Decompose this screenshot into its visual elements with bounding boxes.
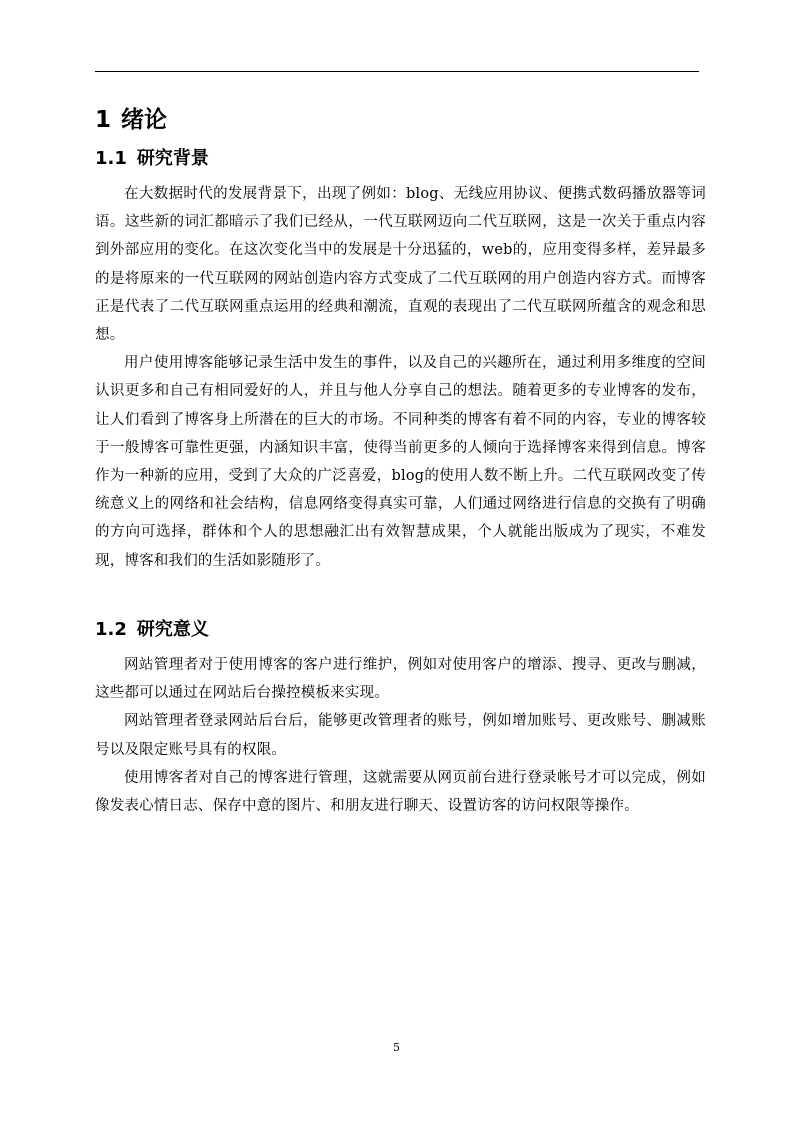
section-body-background <box>95 180 706 575</box>
section-number: 1.2 <box>95 619 127 640</box>
section-title-significance <box>95 617 209 643</box>
chapter-title <box>95 104 167 136</box>
section-body-significance <box>95 651 706 820</box>
chapter-number: 1 <box>95 107 112 133</box>
paragraph: 在大数据时代的发展背景下，出现了例如：blog、无线应用协议、便携式数码播放器等词语。这些新的词汇都暗示了我们已经从，一代互联网迈向二代互联网，这是一次关于重点内容到外部应用的变化。在这次变化当中的发展是十分迅猛的，web的，应用变得多样，差异最多的是将原来的一代互联网的网站创造内容方式变成了二代互联网的用户创造内容方式。而博客正是代表了二代互联网重点运用的经典和潮流，直观的表现出了二代互联网所蕴含的观念和思想。 <box>95 186 706 344</box>
paragraph: 网站管理者对于使用博客的客户进行维护，例如对使用客户的增添、搜寻、更改与删减，这些都可以通过在网站后台操控模板来实现。 <box>95 657 706 702</box>
section-title-background <box>95 146 209 172</box>
paragraph: 网站管理者登录网站后台后，能够更改管理者的账号，例如增加账号、更改账号、删减账号以及限定账号具有的权限。 <box>95 713 706 758</box>
paragraph: 使用博客者对自己的博客进行管理，这就需要从网页前台进行登录帐号才可以完成，例如像发表心情日志、保存中意的图片、和朋友进行聊天、设置访客的访问权限等操作。 <box>95 769 706 815</box>
header-rule <box>95 71 699 72</box>
chapter-title-text: 绪论 <box>121 107 168 133</box>
section-title-text: 研究意义 <box>136 619 209 640</box>
page-number: 5 <box>393 1041 400 1054</box>
paragraph: 用户使用博客能够记录生活中发生的事件，以及自己的兴趣所在，通过利用多维度的空间认识更多和自己有相同爱好的人，并且与他人分享自己的想法。随着更多的专业博客的发布，让人们看到了博客身上所潜在的巨大的市场。不同种类的博客有着不同的内容，专业的博客较于一般博客可靠性更强，内涵知识丰富，使得当前更多的人倾向于选择博客来得到信息。博客作为一种新的应用，受到了大众的广泛喜爱，blog的使用人数不断上升。二代互联网改变了传统意义上的网络和社会结构，信息网络变得真实可靠，人们通过网络进行信息的交换有了明确的方向可选择，群体和个人的思想融汇出有效智慧成果，个人就能出版成为了现实，不难发现，博客和我们的生活如影随形了。 <box>95 355 706 569</box>
section-number: 1.1 <box>95 148 127 169</box>
section-title-text: 研究背景 <box>136 148 209 169</box>
